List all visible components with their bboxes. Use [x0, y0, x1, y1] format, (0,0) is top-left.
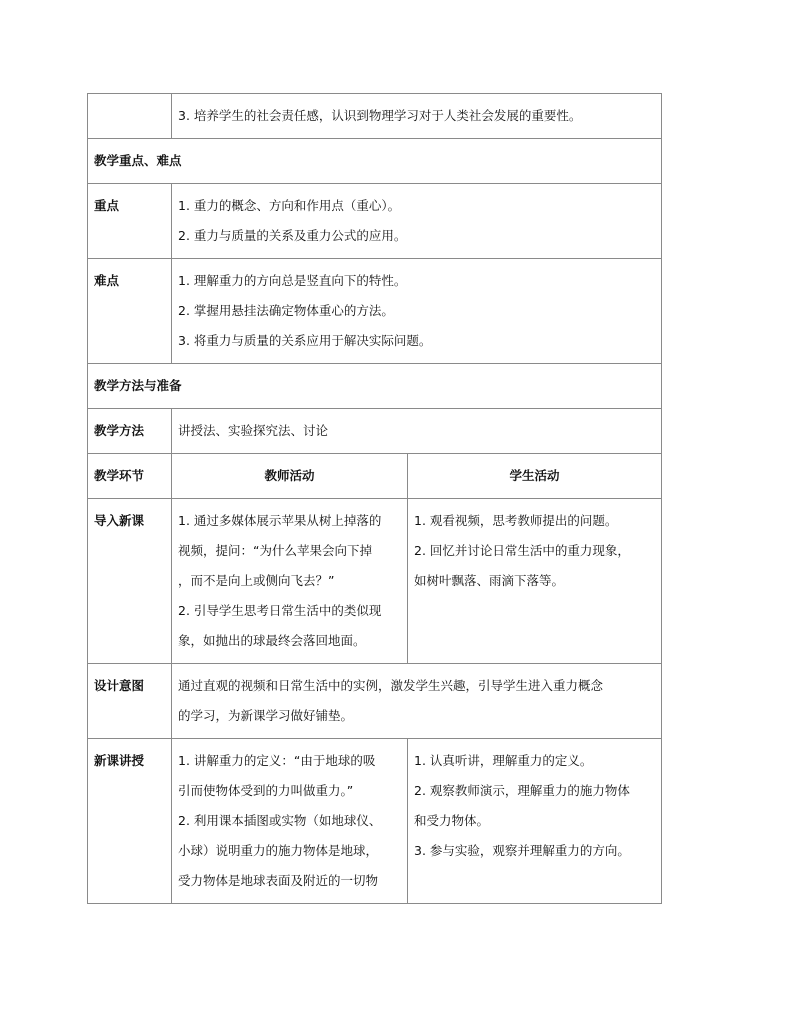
process-header-step: 教学环节: [88, 454, 172, 499]
lesson-plan-table: [87, 93, 662, 904]
design-line: 的学习，为新课学习做好铺垫。: [178, 708, 354, 723]
intro-teacher-line: 2. 引导学生思考日常生活中的类似现: [178, 603, 382, 618]
intro-student-line: 1. 观看视频，思考教师提出的问题。: [414, 513, 618, 528]
new-lesson-row: [88, 739, 662, 904]
process-header-student: 学生活动: [408, 454, 662, 499]
new-lesson-teacher-line: 2. 利用课本插图或实物（如地球仪、: [178, 813, 382, 828]
intro-student-line: 2. 回忆并讨论日常生活中的重力现象，: [414, 543, 630, 558]
methods-section-title: 教学方法与准备: [88, 364, 662, 409]
methods-row: [88, 409, 662, 454]
design-label: 设计意图: [88, 664, 172, 739]
methods-label: 教学方法: [88, 409, 172, 454]
intro-teacher-line: 1. 通过多媒体展示苹果从树上掉落的: [178, 513, 382, 528]
intro-teacher-line: ，而不是向上或侧向飞去？”: [178, 573, 335, 588]
goal-row-text: [172, 94, 662, 139]
new-lesson-student-line: 3. 参与实验，观察并理解重力的方向。: [414, 843, 630, 858]
process-header-teacher: 教师活动: [172, 454, 408, 499]
emphasis-content: [172, 184, 662, 259]
key-points-section-row: [88, 139, 662, 184]
intro-student-line: 如树叶飘落、雨滴下落等。: [414, 573, 565, 588]
new-lesson-teacher-line: 1. 讲解重力的定义：“由于地球的吸: [178, 753, 376, 768]
new-lesson-teacher-line: 引而使物体受到的力叫做重力。”: [178, 783, 354, 798]
goal-text: 3. 培养学生的社会责任感，认识到物理学习对于人类社会发展的重要性。: [178, 108, 582, 123]
emphasis-item: 2. 重力与质量的关系及重力公式的应用。: [178, 228, 407, 243]
new-lesson-student-line: 1. 认真听讲，理解重力的定义。: [414, 753, 593, 768]
difficulty-item: 1. 理解重力的方向总是竖直向下的特性。: [178, 273, 407, 288]
new-lesson-student-line: 2. 观察教师演示，理解重力的施力物体: [414, 783, 630, 798]
intro-teacher-line: 象，如抛出的球最终会落回地面。: [178, 633, 366, 648]
new-lesson-label: 新课讲授: [88, 739, 172, 904]
goal-row: [88, 94, 662, 139]
key-points-section-title: 教学重点、难点: [88, 139, 662, 184]
difficulty-row: [88, 259, 662, 364]
intro-teacher-cell: [172, 499, 408, 664]
emphasis-row: [88, 184, 662, 259]
new-lesson-teacher-line: 受力物体是地球表面及附近的一切物: [178, 873, 379, 888]
methods-value: 讲授法、实验探究法、讨论: [172, 409, 662, 454]
emphasis-item: 1. 重力的概念、方向和作用点（重心）。: [178, 198, 401, 213]
difficulty-item: 3. 将重力与质量的关系应用于解决实际问题。: [178, 333, 432, 348]
difficulty-label: 难点: [88, 259, 172, 364]
emphasis-label: 重点: [88, 184, 172, 259]
intro-label: 导入新课: [88, 499, 172, 664]
design-content: [172, 664, 662, 739]
new-lesson-teacher-line: 小球）说明重力的施力物体是地球，: [178, 843, 379, 858]
goal-row-label-cell: [88, 94, 172, 139]
design-row: [88, 664, 662, 739]
difficulty-content: [172, 259, 662, 364]
process-header-row: [88, 454, 662, 499]
new-lesson-teacher-cell: [172, 739, 408, 904]
new-lesson-student-cell: [408, 739, 662, 904]
new-lesson-student-line: 和受力物体。: [414, 813, 490, 828]
difficulty-item: 2. 掌握用悬挂法确定物体重心的方法。: [178, 303, 394, 318]
intro-student-cell: [408, 499, 662, 664]
methods-section-row: [88, 364, 662, 409]
intro-row: [88, 499, 662, 664]
design-line: 通过直观的视频和日常生活中的实例，激发学生兴趣，引导学生进入重力概念: [178, 678, 604, 693]
intro-teacher-line: 视频，提问：“为什么苹果会向下掉: [178, 543, 372, 558]
